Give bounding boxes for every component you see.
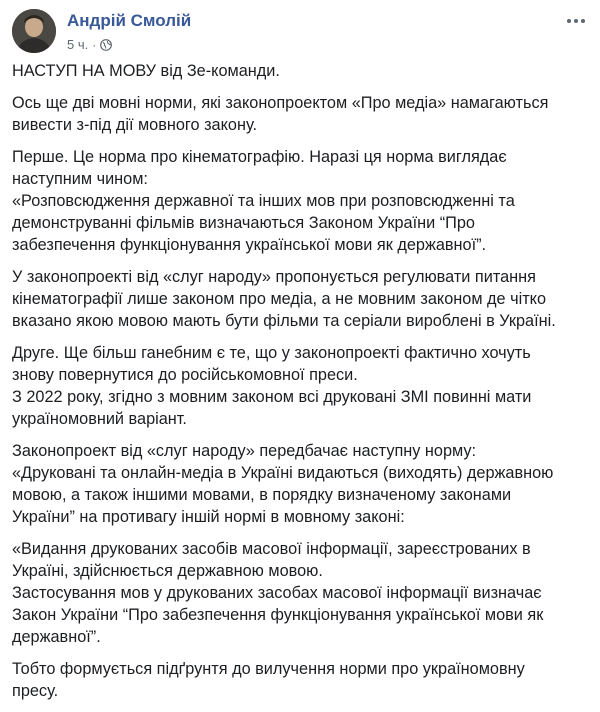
post-text-line: вивести з-під дії мовного закону. [12, 116, 257, 134]
post-text-line: кінематографії лише законом про медіа, а не мовним законом де чітко [12, 290, 547, 308]
meta-separator: · [92, 37, 97, 52]
post-text-line: україномовний варіант. [12, 410, 187, 428]
post-text-line: демонструванні фільмів визначаються Законом України “Про [12, 214, 475, 232]
post-text-line: З 2022 року, згідно з мовним законом всі друковані ЗМІ повинні мати [12, 388, 532, 406]
post-paragraph [12, 92, 592, 136]
post-text-line: Україні, здійснюється державною мовою. [12, 562, 323, 580]
post-text [12, 60, 592, 712]
post-text-line: вказано якою мовою мають бути фільми та серіали вироблені в Україні. [12, 312, 556, 330]
post-text-line: забезпечення функціонування української мови як державної”. [12, 236, 487, 254]
post-text-line: Ось ще дві мовні норми, які законопроектом «Про медіа» намагаються [12, 94, 549, 112]
post-paragraph [12, 440, 592, 528]
post-text-line: Застосування мов у друкованих засобах масової інформації визначає [12, 584, 542, 602]
post-paragraph [12, 146, 592, 256]
post-time-link[interactable]: 5 ч. [67, 37, 89, 52]
post-text-line: «Друковані та онлайн-медіа в Україні видаються (виходять) державною [12, 464, 554, 482]
post-text-line: НАСТУП НА МОВУ від Зе-команди. [12, 62, 280, 80]
post-text-line: Законопроект від «слуг народу» передбачає наступну норму: [12, 442, 477, 460]
post-header [12, 9, 590, 59]
post-paragraph [12, 538, 592, 648]
post-text-line: державної”. [12, 628, 101, 646]
post-text-line: Закон України “Про забезпечення функціонування української мови як [12, 606, 544, 624]
post-text-line: наступним чином: [12, 170, 148, 188]
avatar-image [12, 9, 56, 53]
post-text-line: пресу. [12, 682, 59, 700]
post-text-line: Друге. Ще більш ганебним є те, що у законопроекті фактично хочуть [12, 344, 531, 362]
post-paragraph [12, 342, 592, 430]
globe-icon[interactable] [100, 39, 112, 51]
post-text-line: України” на противагу іншій нормі в мовному законі: [12, 508, 405, 526]
avatar[interactable] [12, 9, 56, 53]
post-text-line: Перше. Це норма про кінематографію. Наразі ця норма виглядає [12, 148, 507, 166]
post-text-line: У законопроекті від «слуг народу» пропонується регулювати питання [12, 268, 536, 286]
post-text-line: Тобто формується підґрунтя до вилучення норми про україномовну [12, 660, 525, 678]
post-text-line: знову повернутися до російськомовної преси. [12, 366, 358, 384]
post-paragraph [12, 658, 592, 702]
post-paragraph [12, 266, 592, 332]
more-options-icon[interactable] [562, 11, 590, 31]
post-text-line: «Видання друкованих засобів масової інформації, зареєстрованих в [12, 540, 531, 558]
post-text-line: «Розповсюдження державної та інших мов при розповсюдженні та [12, 192, 515, 210]
author-name-link[interactable]: Андрій Смолій [67, 11, 192, 30]
post-paragraph [12, 60, 592, 82]
post-meta [67, 37, 112, 52]
post-text-line: мовою, а також іншими мовами, в порядку визначеному законами [12, 486, 512, 504]
